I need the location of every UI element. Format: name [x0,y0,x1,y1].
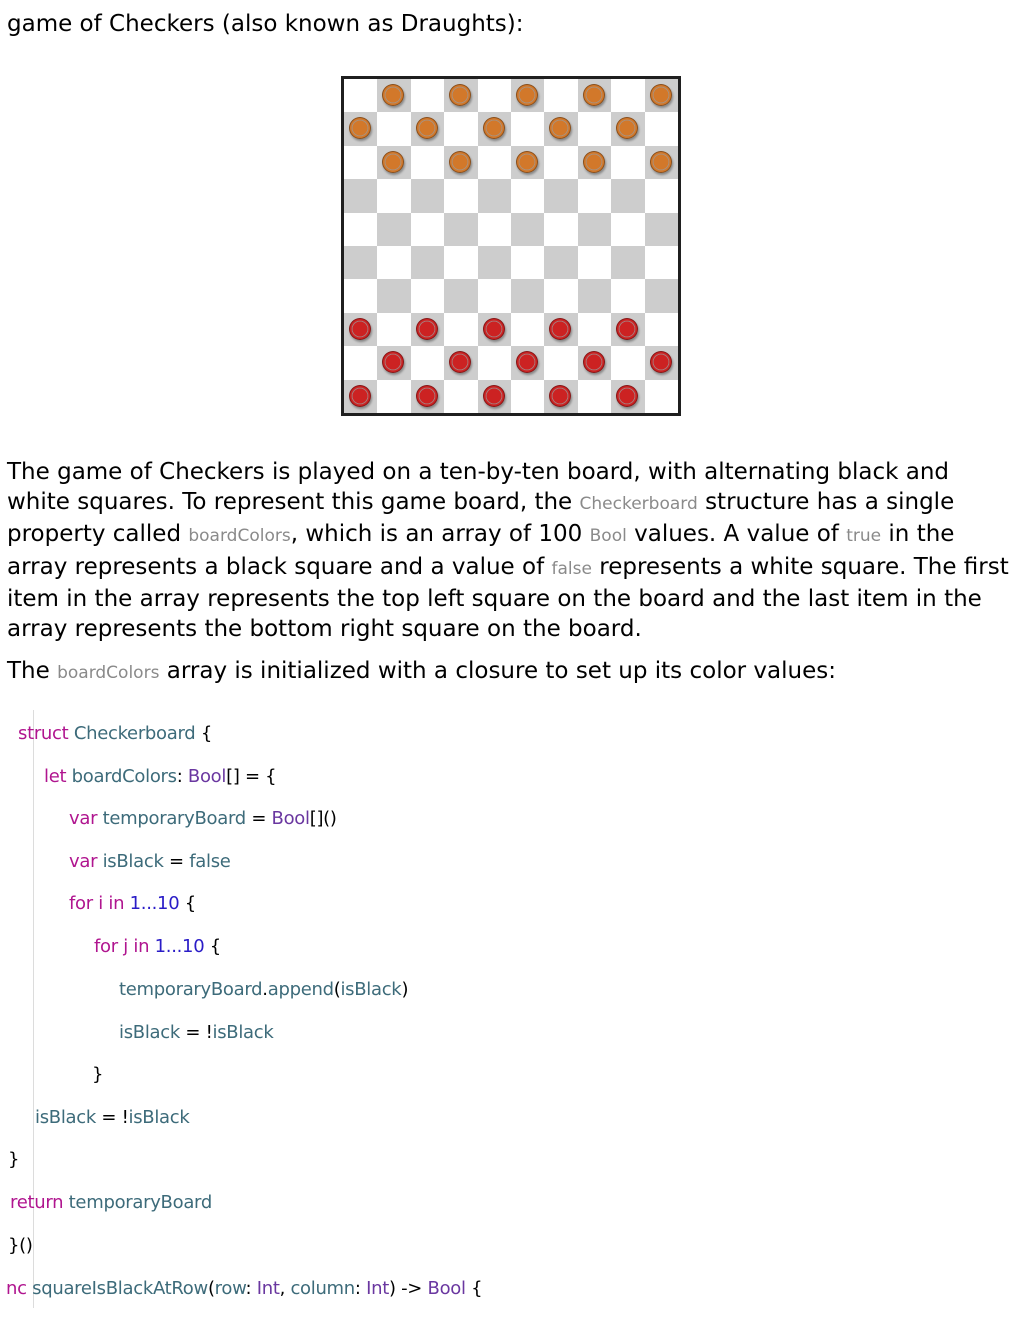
code-line-1 [18,722,212,746]
parameter-name: column [290,1278,355,1299]
orange-checker-piece [516,151,538,173]
board-square-light [344,213,377,246]
method-name: append [267,979,334,1000]
orange-checker-piece [650,84,672,106]
board-square-light [377,112,410,145]
board-square-dark [444,279,477,312]
board-square-light [544,213,577,246]
board-square-light [611,213,644,246]
keyword: for [94,936,118,957]
board-square-dark [344,313,377,346]
board-square-light [578,313,611,346]
board-square-light [377,246,410,279]
code-line-5 [69,892,196,916]
board-square-dark [511,346,544,379]
checkerboard-grid [344,79,678,413]
para-text: values. A value of [626,521,847,548]
board-square-dark [511,146,544,179]
code-line-8 [119,1021,274,1045]
board-square-dark [344,179,377,212]
function-name: squareIsBlackAtRow [32,1278,208,1299]
para-text: represents a white square. The first item in the array represents the top left square on the board and the last item in the array represents the bottom right square on the board. [7,553,1009,643]
orange-checker-piece [449,151,471,173]
board-square-light [611,279,644,312]
identifier: boardColors [71,766,177,787]
code-gutter-line [33,710,34,1308]
code-line-13: }() [8,1235,33,1256]
identifier: temporaryBoard [119,979,263,1000]
board-square-dark [544,112,577,145]
red-checker-piece [583,351,605,373]
board-square-light [645,246,678,279]
board-square-dark [511,279,544,312]
board-square-light [611,79,644,112]
code-line-6 [94,935,221,959]
board-square-light [645,179,678,212]
board-square-dark [411,112,444,145]
board-square-dark [645,79,678,112]
punctuation: []() [309,808,337,829]
board-square-light [544,79,577,112]
board-square-dark [611,112,644,145]
identifier: isBlack [340,979,402,1000]
board-square-dark [344,112,377,145]
board-square-light [344,346,377,379]
red-checker-piece [516,351,538,373]
inline-code-bool: Bool [589,526,627,547]
keyword: var [69,808,98,829]
board-square-light [511,313,544,346]
type-name: Bool [187,766,227,787]
punctuation: : [176,766,188,787]
board-square-dark [444,146,477,179]
board-square-dark [578,279,611,312]
board-square-light [478,146,511,179]
board-square-dark [478,112,511,145]
board-square-dark [478,179,511,212]
board-square-dark [645,213,678,246]
para-text: The game of Checkers is played on a ten-by-ten board, with alternating black and white squares. To represent this game board, the [7,459,950,516]
para-text: structure has a single property called [7,489,955,548]
keyword: for [69,893,93,914]
board-square-dark [377,346,410,379]
loop-variable: j [123,936,128,957]
red-checker-piece [616,385,638,407]
punctuation: : [245,1278,257,1299]
board-square-light [411,279,444,312]
board-square-dark [444,79,477,112]
identifier: isBlack [128,1107,190,1128]
orange-checker-piece [483,117,505,139]
inline-code-boardcolors: boardColors [57,663,160,683]
identifier: temporaryBoard [102,808,246,829]
punctuation: { [179,893,196,914]
keyword: let [44,766,67,787]
board-square-light [444,112,477,145]
red-checker-piece [416,385,438,407]
code-line-9: } [92,1064,104,1085]
board-square-dark [511,213,544,246]
keyword: struct [18,723,69,744]
orange-checker-piece [583,84,605,106]
punctuation: ) -> [388,1278,428,1299]
loop-variable: i [98,893,103,914]
board-square-light [444,179,477,212]
red-checker-piece [416,318,438,340]
punctuation: = ! [179,1022,213,1043]
board-square-light [344,79,377,112]
keyword: in [133,936,150,957]
board-square-dark [478,246,511,279]
board-square-dark [578,213,611,246]
board-square-dark [544,313,577,346]
punctuation: ( [207,1278,215,1299]
punctuation: [] = { [226,766,277,787]
literal: false [189,851,231,872]
board-square-dark [444,213,477,246]
board-square-dark [411,380,444,413]
red-checker-piece [483,318,505,340]
board-square-dark [578,79,611,112]
board-square-light [411,146,444,179]
orange-checker-piece [616,117,638,139]
board-square-dark [611,179,644,212]
board-square-light [478,346,511,379]
code-line-7 [119,978,408,1002]
board-square-light [511,179,544,212]
range-literal: 1...10 [154,936,205,957]
board-square-dark [411,313,444,346]
type-name: Checkerboard [73,723,196,744]
board-square-dark [544,380,577,413]
intro-text: game of Checkers (also known as Draughts): [7,11,524,37]
parameter-name: row [214,1278,246,1299]
code-line-11: } [8,1149,20,1170]
orange-checker-piece [382,84,404,106]
red-checker-piece [616,318,638,340]
board-square-light [578,380,611,413]
board-square-light [645,313,678,346]
red-checker-piece [483,385,505,407]
board-square-dark [645,146,678,179]
keyword: var [69,851,98,872]
board-square-light [645,112,678,145]
orange-checker-piece [549,117,571,139]
board-square-dark [444,346,477,379]
board-square-light [511,246,544,279]
identifier: isBlack [119,1022,180,1043]
para-text: in the array represents a black square and a value of [7,521,955,580]
identifier: temporaryBoard [68,1192,212,1213]
punctuation: { [195,723,212,744]
orange-checker-piece [349,117,371,139]
keyword: nc [6,1278,27,1299]
punctuation: = [163,851,190,872]
board-square-light [645,380,678,413]
board-square-light [444,380,477,413]
board-square-light [411,79,444,112]
board-square-dark [544,179,577,212]
punctuation: , [279,1278,291,1299]
red-checker-piece [449,351,471,373]
punctuation: ( [333,979,341,1000]
closure-intro-paragraph [7,656,1017,688]
board-square-light [444,246,477,279]
orange-checker-piece [416,117,438,139]
board-square-dark [411,246,444,279]
orange-checker-piece [382,151,404,173]
inline-code-true: true [846,526,882,547]
red-checker-piece [382,351,404,373]
board-square-light [511,380,544,413]
punctuation: : [354,1278,367,1299]
para-text: array is initialized with a closure to set up its color values: [159,658,836,684]
red-checker-piece [549,385,571,407]
board-square-light [344,146,377,179]
board-square-light [544,279,577,312]
code-line-14 [6,1277,482,1301]
board-square-dark [377,213,410,246]
keyword: return [10,1192,64,1213]
identifier: isBlack [35,1107,96,1128]
inline-code-false: false [551,558,592,579]
code-line-12 [10,1191,212,1215]
board-square-light [444,313,477,346]
board-square-dark [344,246,377,279]
board-square-light [611,346,644,379]
board-square-dark [511,79,544,112]
punctuation: = ! [95,1107,129,1128]
board-square-light [344,279,377,312]
red-checker-piece [549,318,571,340]
type-name: Bool [271,808,310,829]
code-line-2 [44,765,276,789]
board-square-light [544,346,577,379]
range-literal: 1...10 [129,893,180,914]
punctuation: ) [401,979,409,1000]
inline-code-checkerboard: Checkerboard [579,494,698,515]
board-square-light [377,380,410,413]
code-block [0,710,1024,1310]
red-checker-piece [650,351,672,373]
board-square-dark [411,179,444,212]
identifier: isBlack [212,1022,274,1043]
red-checker-piece [349,318,371,340]
board-square-light [377,179,410,212]
type-name: Bool [427,1278,466,1299]
orange-checker-piece [583,151,605,173]
board-square-light [377,313,410,346]
board-square-light [411,346,444,379]
para-text: , which is an array of 100 [290,521,590,548]
board-square-dark [478,380,511,413]
board-square-dark [611,380,644,413]
board-square-dark [645,346,678,379]
orange-checker-piece [650,151,672,173]
description-paragraph [7,457,1017,644]
orange-checker-piece [449,84,471,106]
board-square-light [478,213,511,246]
board-square-light [511,112,544,145]
code-line-3 [69,807,337,831]
code-line-10 [35,1106,190,1130]
board-square-light [478,279,511,312]
board-square-light [611,146,644,179]
board-square-dark [377,279,410,312]
board-square-light [544,146,577,179]
para-text: The [7,658,58,684]
code-line-4 [69,850,231,874]
board-square-light [478,79,511,112]
inline-code-boardcolors: boardColors [188,526,291,547]
board-square-dark [578,146,611,179]
punctuation: = [245,808,272,829]
checkerboard-image [341,76,681,416]
board-square-dark [478,313,511,346]
keyword: in [108,893,125,914]
board-square-light [578,112,611,145]
punctuation: { [465,1278,483,1299]
board-square-dark [578,346,611,379]
type-name: Int [366,1278,389,1299]
board-square-dark [377,146,410,179]
red-checker-piece [349,385,371,407]
punctuation: { [204,936,221,957]
board-square-dark [611,313,644,346]
board-square-dark [377,79,410,112]
board-square-light [411,213,444,246]
orange-checker-piece [516,84,538,106]
board-square-dark [544,246,577,279]
punctuation: . [262,979,268,1000]
identifier: isBlack [102,851,164,872]
board-square-light [578,246,611,279]
board-square-dark [645,279,678,312]
board-square-dark [344,380,377,413]
board-square-dark [611,246,644,279]
board-square-light [578,179,611,212]
type-name: Int [256,1278,280,1299]
